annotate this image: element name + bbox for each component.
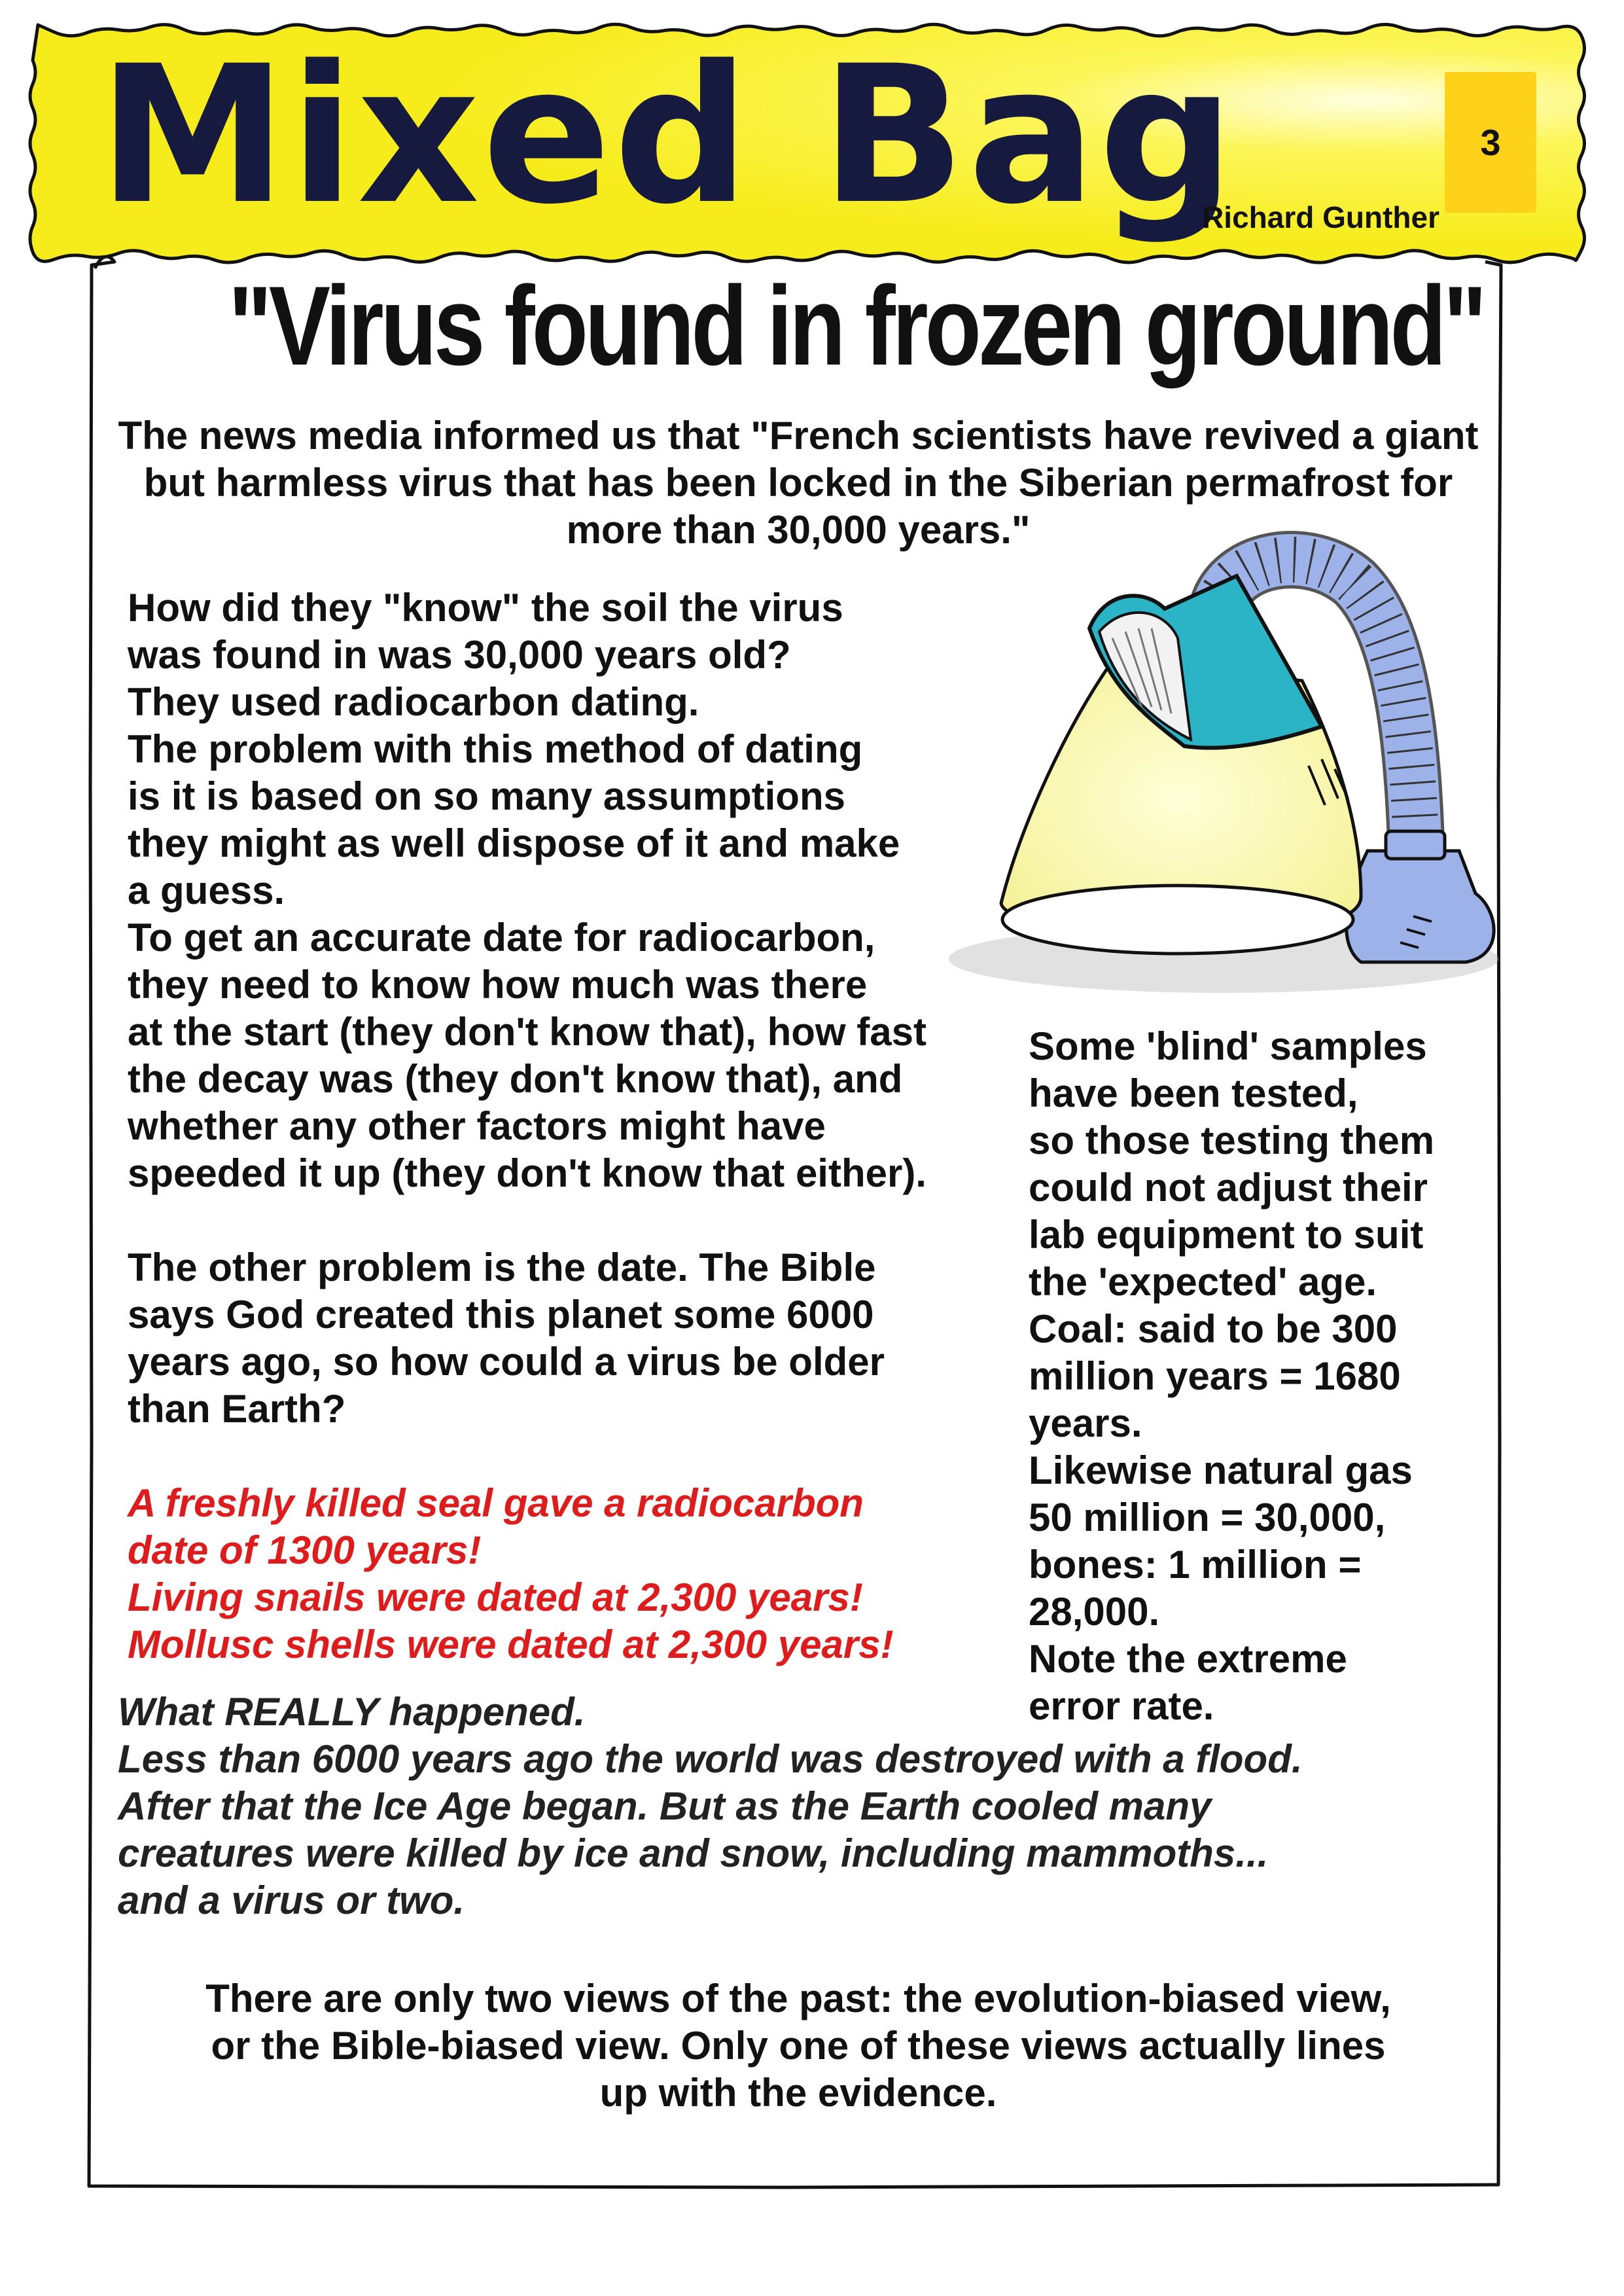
- text-line: lab equipment to suit: [1029, 1213, 1424, 1257]
- text-line: than Earth?: [128, 1387, 346, 1431]
- highlighted-examples: [128, 1480, 1031, 1668]
- conclusion-paragraph: [118, 1689, 1492, 1924]
- text-line: After that the Ice Age began. But as the Earth cooled many: [118, 1784, 1212, 1828]
- text-line: Coal: said to be 300: [1029, 1307, 1398, 1351]
- text-line: years.: [1029, 1401, 1142, 1445]
- text-line: at the start (they don't know that), how fast: [128, 1010, 927, 1054]
- text-line: and a virus or two.: [118, 1878, 465, 1922]
- text-line: is it is based on so many assumptions: [128, 774, 845, 818]
- text-line: the 'expected' age.: [1029, 1260, 1377, 1304]
- text-line: What REALLY happened.: [118, 1690, 586, 1734]
- page-number: 3: [1445, 72, 1536, 213]
- text-line: the decay was (they don't know that), and: [128, 1057, 903, 1101]
- highlight-line: date of 1300 years!: [128, 1528, 482, 1572]
- text-line: says God created this planet some 6000: [128, 1293, 874, 1336]
- summary-paragraph: [111, 1975, 1485, 2117]
- article-headline: "Virus found in frozen ground": [228, 263, 1484, 389]
- text-line: or the Bible-biased view. Only one of these views actually lines: [211, 2024, 1386, 2068]
- text-line: 28,000.: [1029, 1590, 1160, 1634]
- paragraph-radiocarbon: [128, 584, 1031, 1197]
- lamp-icon: [949, 560, 1498, 993]
- text-line: so those testing them: [1029, 1119, 1435, 1162]
- text-line: Note the extreme: [1029, 1637, 1347, 1681]
- right-column-blind-samples: [1029, 1023, 1487, 1730]
- text-line: 50 million = 30,000,: [1029, 1496, 1386, 1539]
- text-line: they need to know how much was there: [128, 963, 868, 1007]
- text-line: whether any other factors might have: [128, 1104, 826, 1148]
- author-byline: Richard Gunther: [1202, 200, 1439, 234]
- highlight-line: Mollusc shells were dated at 2,300 years!: [128, 1623, 894, 1666]
- article-intro: The news media informed us that "French scientists have revived a giant but harmless virus that has been locked in the Siberian permafrost for more than 30,000 years.": [118, 414, 1479, 552]
- left-column: [128, 584, 1031, 1715]
- text-line: have been tested,: [1029, 1071, 1358, 1115]
- text-line: There are only two views of the past: the evolution-biased view,: [205, 1977, 1391, 2020]
- text-line: creatures were killed by ice and snow, including mammoths...: [118, 1831, 1269, 1875]
- highlight-line: Living snails were dated at 2,300 years!: [128, 1575, 863, 1619]
- text-line: Some 'blind' samples: [1029, 1024, 1427, 1068]
- text-line: was found in was 30,000 years old?: [128, 633, 791, 677]
- magazine-title: Mixed Bag: [98, 26, 1237, 246]
- text-line: they might as well dispose of it and make: [128, 821, 900, 865]
- text-line: How did they "know" the soil the virus: [128, 586, 843, 630]
- text-line: They used radiocarbon dating.: [128, 680, 699, 724]
- text-line: The problem with this method of dating: [128, 727, 863, 771]
- text-line: could not adjust their: [1029, 1166, 1428, 1210]
- text-line: error rate.: [1029, 1684, 1214, 1728]
- text-line: speeded it up (they don't know that either).: [128, 1151, 927, 1195]
- paragraph-bible-date: [128, 1244, 1031, 1433]
- highlight-line: A freshly killed seal gave a radiocarbon: [128, 1481, 864, 1525]
- text-line: Less than 6000 years ago the world was destroyed with a flood.: [118, 1737, 1303, 1781]
- text-line: The other problem is the date. The Bible: [128, 1246, 876, 1289]
- text-line: Likewise natural gas: [1029, 1448, 1413, 1492]
- text-line: million years = 1680: [1029, 1354, 1401, 1398]
- text-line: up with the evidence.: [599, 2071, 997, 2115]
- text-line: To get an accurate date for radiocarbon,: [128, 916, 875, 960]
- text-line: bones: 1 million =: [1029, 1543, 1362, 1587]
- text-line: a guess.: [128, 869, 285, 912]
- text-line: years ago, so how could a virus be older: [128, 1340, 885, 1384]
